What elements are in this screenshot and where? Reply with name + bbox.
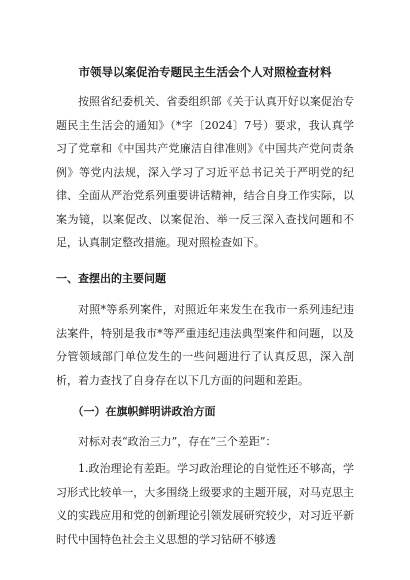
intro-paragraph: 按照省纪委机关、省委组织部《关于认真开好以案促治专题民主生活会的通知》（*字〔2024〕7号）要求，我认真学习了党章和《中国共产党廉洁自律准则》《中国共产党问责条例》等党内法规，深入学习了习近平总书记关于严明党的纪律、全面从严治党系列重要讲话精神，结合自身工作实际，以案为镜，以案促改、以案促治、举一反三深入查找问题和不足，认真制定整改措施。现对照检查如下。 [56,95,354,249]
document-title: 市领导以案促治专题民主生活会个人对照检查材料 [78,65,332,79]
subsection-heading-politics: （一）在旗帜鲜明讲政治方面 [72,405,216,418]
document-body [56,64,354,551]
item1-paragraph: 1.政治理论有差距。学习政治理论的自觉性还不够高，学习形式比较单一，大多围绕上级要求的主题开展，对马克思主义的实践应用和党的创新理论引领发展研究较少，对习近平新时代中国特色社会主义思想的学习钻研不够透 [56,462,354,546]
subsection1-intro-paragraph: 对标对表“政治三力”，存在“三个差距”： [78,434,277,448]
section-heading-main-problems: 一、查摆出的主要问题 [56,271,166,285]
section1-paragraph: 对照*等系列案件，对照近年来发生在我市一系列违纪违法案件，特别是我市*等严重违纪违法典型案件和问题，以及分管领域部门单位发生的一些问题进行了认真反思，深入剖析，着力查找了自身存在以下几方面的问题和差距。 [56,303,354,387]
